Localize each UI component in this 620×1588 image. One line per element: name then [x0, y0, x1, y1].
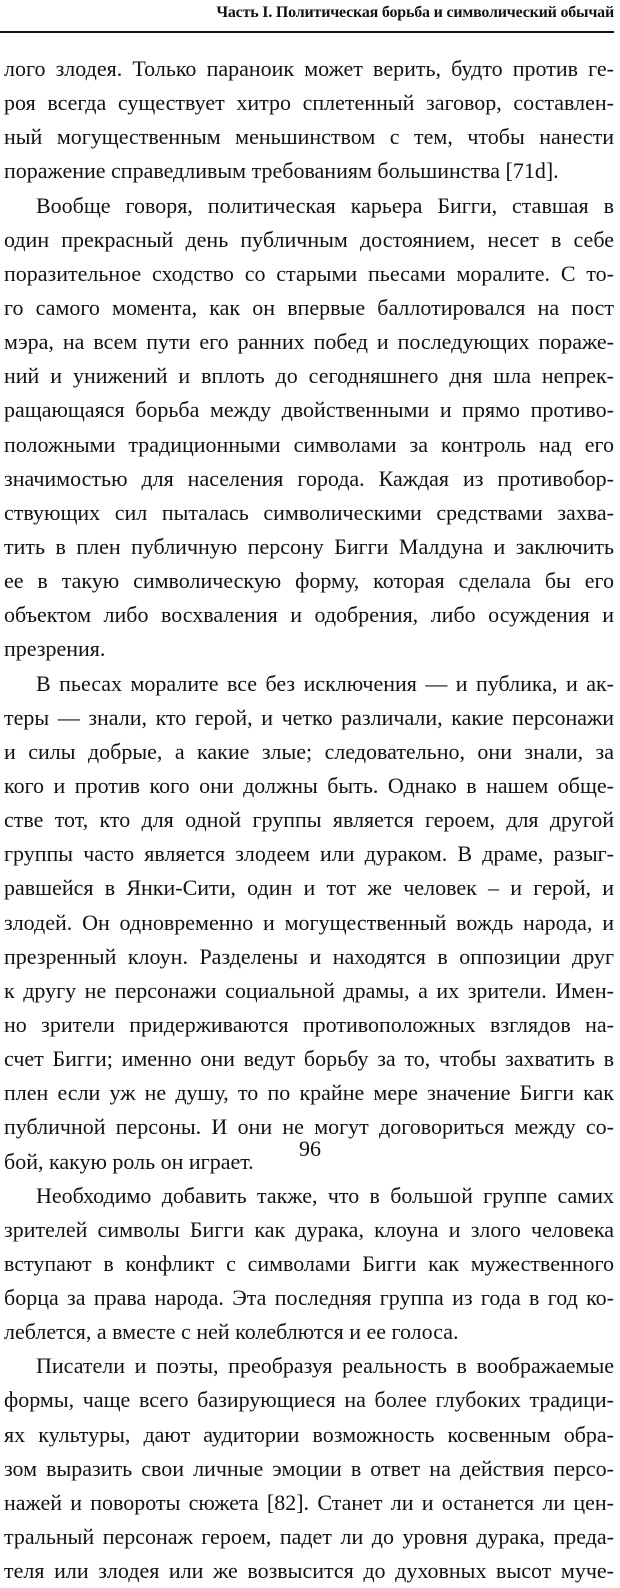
header-rule [0, 31, 614, 33]
text-line: презренный клоун. Разделены и находятся в оппозиции друг [4, 943, 614, 969]
text-line: тральный персонаж героем, падет ли до уровня дурака, преда- [4, 1524, 614, 1550]
text-line: Вообще говоря, политическая карьера Бигги, ставшая в [36, 192, 614, 218]
text-line: ный могущественным меньшинством с тем, чтобы нанести [4, 124, 614, 150]
text-line: бой, какую роль он играет. [4, 1148, 254, 1174]
text-line: положными традиционными символами за контроль над его [4, 431, 614, 457]
text-line: значимостью для населения города. Каждая из противобор- [4, 465, 614, 491]
text-line: зом выразить свои личные эмоции в ответ на действия персо- [4, 1455, 614, 1481]
text-line: ях культуры, дают аудитории возможность косвенным обра- [4, 1421, 614, 1447]
text-line: один прекрасный день публичным достоянием, несет в себе [4, 226, 614, 252]
text-line: роя всегда существует хитро сплетенный заговор, составлен- [4, 90, 614, 116]
text-line: счет Бигги; именно они ведут борьбу за то, чтобы захватить в [4, 1046, 614, 1072]
text-line: кого и против кого они должны быть. Однако в нашем обще- [4, 772, 614, 798]
body-text [4, 52, 614, 1588]
text-line: стве тот, кто для одной группы является героем, для другой [4, 807, 614, 833]
running-header [0, 4, 614, 28]
text-line: зрителей символы Бигги как дурака, клоуна и злого человека [4, 1216, 614, 1242]
text-line: теля или злодея или же возвысится до духовных высот муче- [4, 1558, 614, 1584]
text-line: группы часто является злодеем или дураком. В драме, разыг- [4, 841, 614, 867]
text-line: ращающаяся борьба между двойственными и прямо противо- [4, 397, 614, 423]
text-line: Писатели и поэты, преобразуя реальность в воображаемые [36, 1353, 614, 1379]
text-line: мэра, на всем пути его ранних побед и последующих пораже- [4, 329, 614, 355]
text-line: ний и унижений и вплоть до сегодняшнего дня шла непрек- [4, 363, 614, 389]
text-line: вступают в конфликт с символами Бигги как мужественного [4, 1250, 614, 1276]
text-line: ствующих сил пыталась символическими средствами захва- [4, 499, 614, 525]
text-line: теры — знали, кто герой, и четко различали, какие персонажи [4, 704, 614, 730]
text-line: тить в плен публичную персону Бигги Малдуна и заключить [4, 533, 614, 559]
text-line: но зрители придерживаются противоположных взглядов на- [4, 1011, 614, 1037]
text-line: публичной персоны. И они не могут договориться между со- [4, 1114, 614, 1140]
text-line: леблется, а вместе с ней колеблются и ее голоса. [4, 1319, 459, 1345]
text-line: нажей и повороты сюжета [82]. Станет ли и останется ли цен- [4, 1489, 614, 1515]
text-line: злодей. Он одновременно и могущественный вождь народа, и [4, 909, 614, 935]
text-line: к другу не персонажи социальной драмы, а их зрители. Имен- [4, 977, 614, 1003]
text-line: ее в такую символическую форму, которая сделала бы его [4, 568, 614, 594]
page-number: 96 [299, 1136, 321, 1161]
text-line: плен если уж не душу, то по крайне мере значение Бигги как [4, 1080, 614, 1106]
text-line: лого злодея. Только параноик может верить, будто против ге- [4, 56, 614, 81]
text-line: равшейся в Янки-Сити, один и тот же человек – и герой, и [4, 875, 614, 901]
text-line: поразительное сходство со старыми пьесами моралите. С то- [4, 260, 614, 286]
text-line: поражение справедливым требованиям большинства [71d]. [4, 158, 559, 184]
text-line: и силы добрые, а какие злые; следовательно, они знали, за [4, 738, 614, 764]
text-line: Необходимо добавить также, что в большой группе самих [36, 1182, 614, 1208]
text-line: презрения. [4, 636, 106, 662]
text-line: борца за права народа. Эта последняя группа из года в год ко- [4, 1285, 614, 1311]
text-line: го самого момента, как он впервые баллотировался на пост [4, 294, 614, 320]
text-line: В пьесах моралите все без исключения — и публика, и ак- [36, 670, 614, 696]
running-title: Часть I. Политическая борьба и символический обычай [216, 4, 614, 21]
text-line: формы, чаще всего базирующиеся на более глубоких традици- [4, 1387, 614, 1413]
text-line: объектом либо восхваления и одобрения, либо осуждения и [4, 602, 614, 628]
